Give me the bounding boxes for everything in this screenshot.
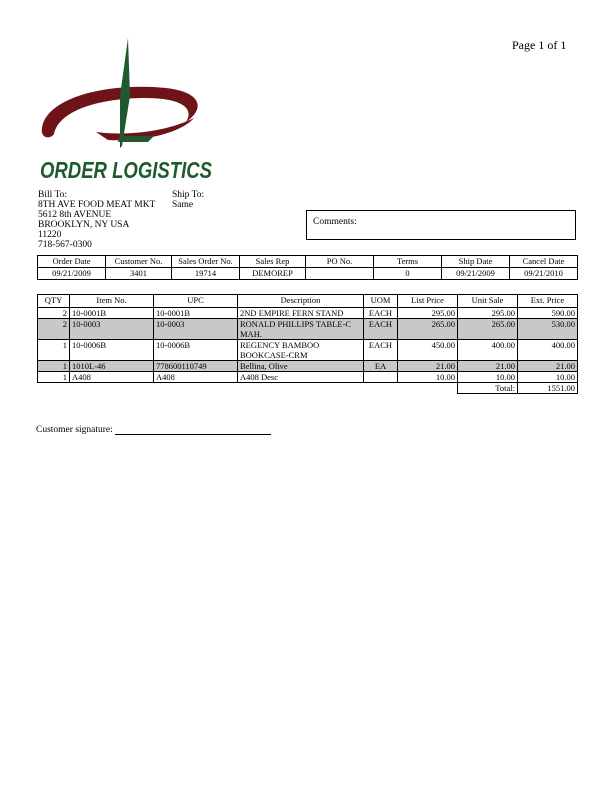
upc-cell: A408: [154, 372, 238, 383]
line-items-table: [37, 294, 578, 394]
ext-price-header: Ext. Price: [518, 295, 578, 308]
upc-cell: 10-0003: [154, 319, 238, 340]
description-cell: 2ND EMPIRE FERN STAND: [238, 308, 364, 319]
ship-date-header: Ship Date: [442, 256, 510, 268]
sales-order-no-value: 19714: [172, 268, 240, 280]
qty-cell: 1: [38, 340, 70, 361]
total-value: 1551.00: [518, 383, 578, 394]
customer-no-header: Customer No.: [106, 256, 172, 268]
order-info-table: [37, 255, 578, 280]
uom-cell: EACH: [364, 340, 398, 361]
ext-price-cell: 590.00: [518, 308, 578, 319]
qty-cell: 1: [38, 372, 70, 383]
description-cell: RONALD PHILLIPS TABLE-C MAH.: [238, 319, 364, 340]
total-label: Total:: [458, 383, 518, 394]
list-price-cell: 265.00: [398, 319, 458, 340]
item-no-cell: 1010L-46: [70, 361, 154, 372]
customer-signature: [36, 425, 271, 435]
unit-sale-cell: 265.00: [458, 319, 518, 340]
ship-date-value: 09/21/2009: [442, 268, 510, 280]
signature-line: [115, 425, 271, 435]
table-row: [38, 308, 578, 319]
description-cell: A408 Desc: [238, 372, 364, 383]
qty-cell: 2: [38, 308, 70, 319]
upc-cell: 10-0001B: [154, 308, 238, 319]
list-price-cell: 295.00: [398, 308, 458, 319]
sales-order-no-header: Sales Order No.: [172, 256, 240, 268]
logo-wordmark: ORDER LOGISTICS: [40, 157, 213, 183]
ship-to-label: Ship To:: [172, 190, 205, 200]
line-items-header-row: [38, 295, 578, 308]
list-price-header: List Price: [398, 295, 458, 308]
item-no-header: Item No.: [70, 295, 154, 308]
order-date-value: 09/21/2009: [38, 268, 106, 280]
upc-cell: 10-0006B: [154, 340, 238, 361]
po-no-value: [306, 268, 374, 280]
order-info-value-row: [38, 268, 578, 280]
unit-sale-cell: 295.00: [458, 308, 518, 319]
item-no-cell: 10-0006B: [70, 340, 154, 361]
cancel-date-value: 09/21/2010: [510, 268, 578, 280]
qty-cell: 1: [38, 361, 70, 372]
qty-header: QTY: [38, 295, 70, 308]
order-info-header-row: [38, 256, 578, 268]
terms-header: Terms: [374, 256, 442, 268]
description-cell: Bellina, Olive: [238, 361, 364, 372]
comments-label: Comments:: [313, 217, 357, 227]
item-no-cell: A408: [70, 372, 154, 383]
list-price-cell: 21.00: [398, 361, 458, 372]
ship-to-value: Same: [172, 200, 194, 210]
uom-cell: EACH: [364, 308, 398, 319]
list-price-cell: 450.00: [398, 340, 458, 361]
uom-cell: EA: [364, 361, 398, 372]
signature-label: Customer signature:: [36, 425, 113, 435]
ext-price-cell: 530.00: [518, 319, 578, 340]
unit-sale-cell: 400.00: [458, 340, 518, 361]
unit-sale-cell: 21.00: [458, 361, 518, 372]
upc-header: UPC: [154, 295, 238, 308]
order-logistics-logo: [36, 36, 216, 184]
cancel-date-header: Cancel Date: [510, 256, 578, 268]
sales-rep-header: Sales Rep: [240, 256, 306, 268]
ext-price-cell: 400.00: [518, 340, 578, 361]
ext-price-cell: 10.00: [518, 372, 578, 383]
table-row: [38, 361, 578, 372]
total-row: [38, 383, 578, 394]
bill-to-name: 8TH AVE FOOD MEAT MKT: [38, 200, 156, 210]
bill-to-zip: 11220: [38, 230, 62, 240]
bill-to-label: Bill To:: [38, 190, 67, 200]
ext-price-cell: 21.00: [518, 361, 578, 372]
ship-to-block: [172, 190, 204, 210]
order-date-header: Order Date: [38, 256, 106, 268]
list-price-cell: 10.00: [398, 372, 458, 383]
item-no-cell: 10-0001B: [70, 308, 154, 319]
uom-cell: EACH: [364, 319, 398, 340]
bill-to-block: [38, 190, 155, 250]
qty-cell: 2: [38, 319, 70, 340]
upc-cell: 778600110749: [154, 361, 238, 372]
po-no-header: PO No.: [306, 256, 374, 268]
description-cell: REGENCY BAMBOO BOOKCASE-CRM: [238, 340, 364, 361]
item-no-cell: 10-0003: [70, 319, 154, 340]
table-row: [38, 340, 578, 361]
sales-rep-value: DEMOREP: [240, 268, 306, 280]
description-header: Description: [238, 295, 364, 308]
unit-sale-header: Unit Sale: [458, 295, 518, 308]
uom-cell: [364, 372, 398, 383]
terms-value: 0: [374, 268, 442, 280]
uom-header: UOM: [364, 295, 398, 308]
page-number: Page 1 of 1: [512, 38, 567, 52]
bill-to-phone: 718-567-0300: [38, 240, 92, 250]
table-row: [38, 372, 578, 383]
bill-to-city: BROOKLYN, NY USA: [38, 220, 130, 230]
bill-to-street: 5612 8th AVENUE: [38, 210, 112, 220]
comments-box: [306, 210, 576, 240]
customer-no-value: 3401: [106, 268, 172, 280]
table-row: [38, 319, 578, 340]
unit-sale-cell: 10.00: [458, 372, 518, 383]
